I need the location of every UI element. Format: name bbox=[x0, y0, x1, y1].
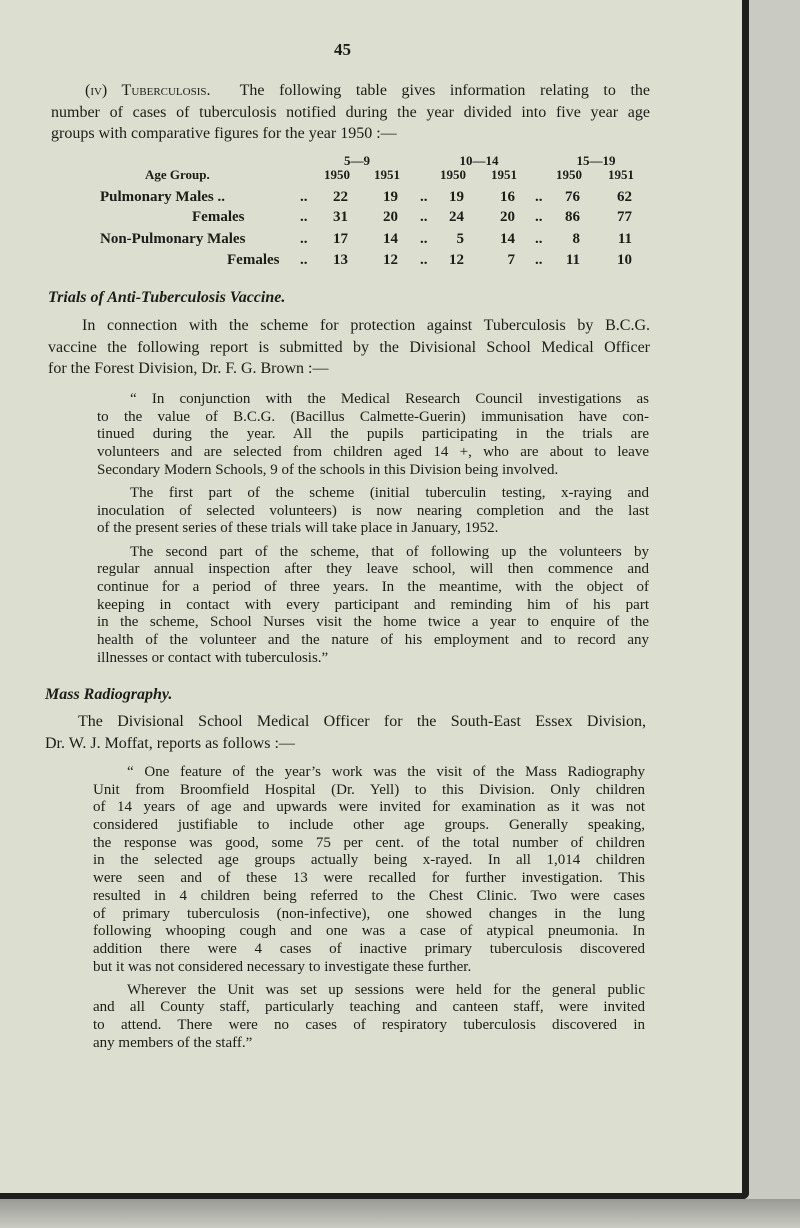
table-cell: 86 bbox=[565, 209, 580, 225]
table-cell: 77 bbox=[617, 209, 632, 225]
leader-dots: .. bbox=[300, 209, 308, 225]
quote-paragraph bbox=[97, 485, 649, 538]
table-cell: 5 bbox=[456, 231, 464, 247]
leader-dots: .. bbox=[300, 189, 308, 205]
table-cell: 22 bbox=[333, 189, 348, 205]
year-header: 1950 bbox=[324, 167, 350, 182]
leader-dots: .. bbox=[420, 231, 428, 247]
quote-line: regular annual inspection after they leave school, will then commence and bbox=[97, 561, 649, 578]
quote-line: inoculation of selected volunteers) is now nearing completion and the last bbox=[97, 502, 649, 519]
table-row-header: Age Group. bbox=[145, 167, 210, 182]
quote-line: to the value of B.C.G. (Bacillus Calmette-Guerin) immunisation have con- bbox=[97, 408, 649, 425]
quote-line: considered justifiable to include other age groups. Generally speaking, bbox=[93, 817, 645, 834]
table-cell: 13 bbox=[333, 252, 348, 268]
quote-line: illnesses or contact with tuberculosis.” bbox=[97, 649, 329, 666]
quote-line: continue for a period of three years. In the meantime, with the object of bbox=[97, 578, 649, 595]
table-cell: 10 bbox=[617, 252, 632, 268]
intro-line: groups with comparative figures for the year 1950 :— bbox=[51, 125, 397, 142]
leader-dots: .. bbox=[420, 189, 428, 205]
table-cell: 19 bbox=[449, 189, 464, 205]
trials-quote bbox=[97, 391, 649, 673]
table-cell: 14 bbox=[500, 231, 515, 247]
table-cell: 19 bbox=[383, 189, 398, 205]
year-header: 1951 bbox=[374, 167, 400, 182]
quote-paragraph bbox=[97, 544, 649, 668]
table-cell: 31 bbox=[333, 209, 348, 225]
age-group-label: 5—9 bbox=[344, 153, 370, 168]
quote-line: to attend. There were no cases of respiratory tuberculosis discovered in bbox=[93, 1017, 645, 1034]
row-label: Females bbox=[192, 209, 245, 225]
quote-paragraph bbox=[97, 391, 649, 479]
quote-line: “ In conjunction with the Medical Research Council investigations as bbox=[130, 391, 649, 407]
quote-line: in the selected age groups actually being x-rayed. In all 1,014 children bbox=[93, 852, 645, 869]
quote-line: The first part of the scheme (initial tuberculin testing, x-raying and bbox=[130, 484, 649, 501]
paragraph-line: Dr. W. J. Moffat, reports as follows :— bbox=[45, 734, 295, 752]
intro-line-text: The following table gives information relating to the bbox=[239, 82, 650, 99]
quote-line: tinued during the year. All the pupils participating in the trials are bbox=[97, 426, 649, 443]
quote-line: of the present series of these trials will take place in January, 1952. bbox=[97, 520, 499, 537]
age-group-label: 10—14 bbox=[459, 153, 499, 168]
trials-heading: Trials of Anti-Tuberculosis Vaccine. bbox=[48, 289, 286, 306]
leader-dots: .. bbox=[535, 189, 543, 205]
table-cell: 14 bbox=[383, 231, 398, 247]
mass-radiography-quote bbox=[93, 764, 645, 1058]
table-cell: 11 bbox=[617, 231, 632, 247]
table-cell: 11 bbox=[565, 252, 580, 268]
quote-line: but it was not considered necessary to investigate these further. bbox=[93, 958, 472, 975]
table-cell: 12 bbox=[449, 252, 464, 268]
year-header: 1951 bbox=[491, 167, 517, 182]
quote-line: in the scheme, School Nurses visit the home twice a year to enquire of the bbox=[97, 614, 649, 631]
quote-line: were seen and of these 13 were recalled for further investigation. This bbox=[93, 870, 645, 887]
quote-line: The second part of the scheme, that of following up the volunteers by bbox=[130, 543, 649, 560]
leader-dots: .. bbox=[300, 231, 308, 247]
leader-dots: .. bbox=[535, 252, 543, 268]
quote-line: following whooping cough and one was a case of atypical pneumonia. In bbox=[93, 923, 645, 940]
mass-radiography-heading: Mass Radiography. bbox=[45, 686, 173, 703]
table-cell: 24 bbox=[449, 209, 464, 225]
quote-line: Unit from Broomfield Hospital (Dr. Yell) to this Division. Only children bbox=[93, 781, 645, 798]
table-cell: 17 bbox=[333, 231, 348, 247]
table-cell: 12 bbox=[383, 252, 398, 268]
quote-line: any members of the staff.” bbox=[93, 1034, 253, 1051]
leader-dots: .. bbox=[420, 209, 428, 225]
quote-line: addition there were 4 cases of inactive primary tuberculosis discovered bbox=[93, 940, 645, 957]
quote-line: Secondary Modern Schools, 9 of the schools in this Division being involved. bbox=[97, 461, 559, 478]
background-shadow bbox=[0, 1199, 800, 1228]
section-label: (iv) Tuberculosis. bbox=[85, 82, 211, 99]
leader-dots: .. bbox=[535, 231, 543, 247]
quote-line: health of the volunteer and the nature of his employment and to record any bbox=[97, 631, 649, 648]
page-number: 45 bbox=[334, 40, 351, 59]
table-cell: 20 bbox=[500, 209, 515, 225]
year-header: 1950 bbox=[440, 167, 466, 182]
leader-dots: .. bbox=[535, 209, 543, 225]
leader-dots: .. bbox=[420, 252, 428, 268]
age-group-label: 15—19 bbox=[576, 153, 616, 168]
paragraph-line: vaccine the following report is submitted by the Divisional School Medical Officer bbox=[48, 338, 650, 356]
quote-line: volunteers and are selected from children aged 14 +, who are about to leave bbox=[97, 444, 649, 461]
quote-line: resulted in 4 children being referred to the Chest Clinic. Two were cases bbox=[93, 887, 645, 904]
table-cell: 16 bbox=[500, 189, 515, 205]
quote-line: “ One feature of the year’s work was the visit of the Mass Radiography bbox=[127, 764, 645, 780]
paragraph-line: The Divisional School Medical Officer for the South-East Essex Division, bbox=[78, 713, 646, 730]
quote-line: of 14 years of age and upwards were invited for examination as it was not bbox=[93, 799, 645, 816]
trials-intro bbox=[48, 315, 650, 380]
paragraph-line: for the Forest Division, Dr. F. G. Brown :— bbox=[48, 360, 329, 377]
leader-dots: .. bbox=[300, 252, 308, 268]
table-cell: 7 bbox=[507, 252, 515, 268]
table-cell: 20 bbox=[383, 209, 398, 225]
quote-paragraph bbox=[93, 982, 645, 1053]
row-label: Females bbox=[227, 252, 280, 268]
year-header: 1950 bbox=[556, 167, 582, 182]
table-cell: 62 bbox=[617, 189, 632, 205]
row-label: Non-Pulmonary Males bbox=[100, 231, 246, 247]
row-label: Pulmonary Males .. bbox=[100, 189, 225, 205]
quote-line: and all County staff, particularly teaching and canteen staff, were invited bbox=[93, 999, 645, 1016]
quote-line: of primary tuberculosis (non-infective), one showed changes in the lung bbox=[93, 905, 645, 922]
quote-line: the response was good, some 75 per cent. of the total number of children bbox=[93, 834, 645, 851]
table-cell: 8 bbox=[572, 231, 580, 247]
tuberculosis-table bbox=[0, 0, 742, 300]
paragraph-line: In connection with the scheme for protection against Tuberculosis by B.C.G. bbox=[82, 317, 650, 334]
intro-line: number of cases of tuberculosis notified during the year divided into five year age bbox=[51, 103, 650, 121]
quote-line: keeping in contact with every participant and reminding him of his part bbox=[97, 596, 649, 613]
year-header: 1951 bbox=[608, 167, 634, 182]
quote-line: Wherever the Unit was set up sessions were held for the general public bbox=[127, 981, 645, 998]
mass-radiography-intro bbox=[45, 711, 646, 754]
table-cell: 76 bbox=[565, 189, 580, 205]
quote-paragraph bbox=[93, 764, 645, 976]
